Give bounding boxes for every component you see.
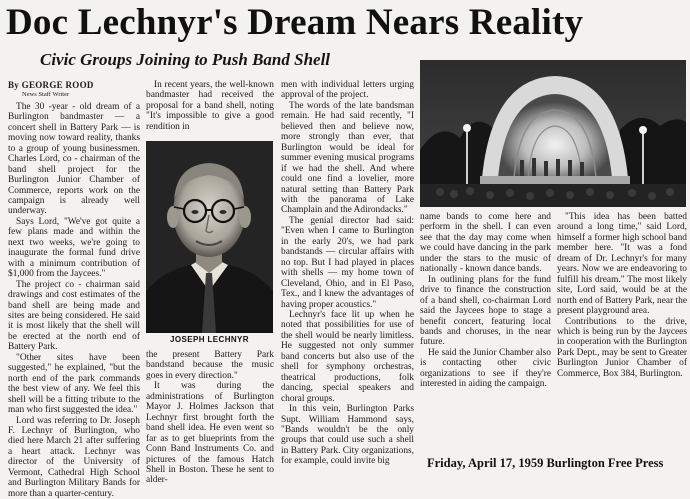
paragraph: Lord was referring to Dr. Joseph F. Lechnyr of Burlington, who died here March 21 after suffering a heart attack. Lechnyr was director of the University of Vermont, Cathedral High School and Burlington Military Bands for more than a quarter-century.	[8, 416, 140, 499]
paragraph: The 30 -year - old dream of a Burlington bandmaster — a concert shell in Battery Park — is moving now toward reality, thanks to a group of young businessmen. Charles Lord, co - chairman of the band shell project for the Burlington Junior Chamber of Commerce, reports work on the campaign is already well underway.	[8, 102, 140, 217]
portrait-photo	[146, 141, 273, 333]
column-4	[420, 212, 551, 450]
paragraph: Contributions to the drive, which is being run by the Jaycees in cooperation with the Burlington Park Dept., may be sent to Greater Burlington Junior Chamber of Commerce, Box 384, Burlington.	[557, 317, 687, 380]
paragraph: The project co - chairman said drawings and cost estimates of the band shell are being made and sites are being considered. He said it is most likely that the shell will be erected at the north end of Battery Park.	[8, 280, 140, 353]
column-3	[281, 80, 414, 478]
photo-caption: JOSEPH LECHNYR	[146, 335, 273, 344]
headline: Doc Lechnyr's Dream Nears Reality	[6, 3, 686, 43]
paragraph: In recent years, the well-known bandmaster had received the proposal for a band shell, noting "It's impossible to give a good rendition in	[146, 80, 274, 132]
paragraph: He said the Junior Chamber also is contacting other civic organizations to see if they're interested in aiding the campaign.	[420, 348, 551, 390]
paragraph: the present Battery Park bandstand because the music goes in every direction."	[146, 350, 274, 381]
paragraph: Lechnyr's face lit up when he noted that possibilities for use of the shell would be nearly limitless. He suggested not only summer band concerts but also use of the shell for symphony orchestras, theatrical productions, folk dancing, special speakers and choral groups.	[281, 310, 414, 404]
subhead: Civic Groups Joining to Push Band Shell	[40, 50, 400, 70]
paragraph: "Other sites have been suggested," he explained, "but the north end of the park commands the best view of any. We feel this shell will be a fitting tribute to the man who first suggested the idea."	[8, 353, 140, 416]
column-5	[557, 212, 687, 450]
band-shell-image	[420, 60, 686, 207]
byline-role: News Staff Writer	[8, 90, 140, 100]
paragraph: name bands to come here and perform in the shell. I can even see that the day may come when we could have dancing in the park under the stars to the music of nationally - known dance bands.	[420, 212, 551, 275]
band-shell-photo	[420, 60, 686, 207]
paragraph: In outlining plans for the fund drive to finance the construction of a band shell, co-chairman Lord said the Jaycees hope to stage a benefit concert, featuring local bands and choruses, in the near future.	[420, 275, 551, 348]
paragraph: It was during the administrations of Burlington Mayor J. Holmes Jackson that Lechnyr first brought forth the band shell idea. He even went so far as to get blueprints from the Conn Band Instruments Co. and pictures of the famous Hatch Shell in Boston. These he sent to alder-	[146, 381, 274, 486]
column-1	[8, 80, 140, 478]
portrait-image	[146, 141, 273, 333]
byline: By GEORGE ROOD	[8, 80, 140, 90]
column-2-bottom	[146, 350, 274, 478]
column-2-top	[146, 80, 274, 138]
paragraph: Says Lord, "We've got quite a few plans made and within the next two weeks, we're going to inaugurate the formal fund drive with a minimum contribution of $1,000 from the Jaycees."	[8, 217, 140, 280]
paragraph: In this vein, Burlington Parks Supt. William Hammond says, "Bands wouldn't be the only groups that could use such a shell in Battery Park. City organizations, for example, could invite big	[281, 404, 414, 467]
paragraph: The words of the late bandsman remain. He had said recently, "I believed then and believe now, more strongly than ever, that Burlington would be ideal for summer evening musical programs if we had the shell. And where could one find a lovelier, more natural setting than Battery Park with the panorama of Lake Champlain and the Adirondacks."	[281, 101, 414, 216]
paragraph: "This idea has been batted around a long time," said Lord, himself a former high school band member here. "It was a fond dream of Dr. Lechnyr's for many years. Now we are endeavoring to fulfill his dream." The most likely site, Lord said, would be at the north end of Battery Park, near the present playground area.	[557, 212, 687, 317]
paragraph: The genial director had said: "Even when I came to Burlington in the early 20's, we had park bandstands — circular affairs with no top. But I had played in places with shells — my home town of Cleveland, Ohio, and in El Paso, Tex., and I knew the advantages of having proper acoustics."	[281, 216, 414, 310]
paragraph: men with individual letters urging approval of the project.	[281, 80, 414, 101]
dateline-footer: Friday, April 17, 1959 Burlington Free Press	[427, 456, 687, 471]
